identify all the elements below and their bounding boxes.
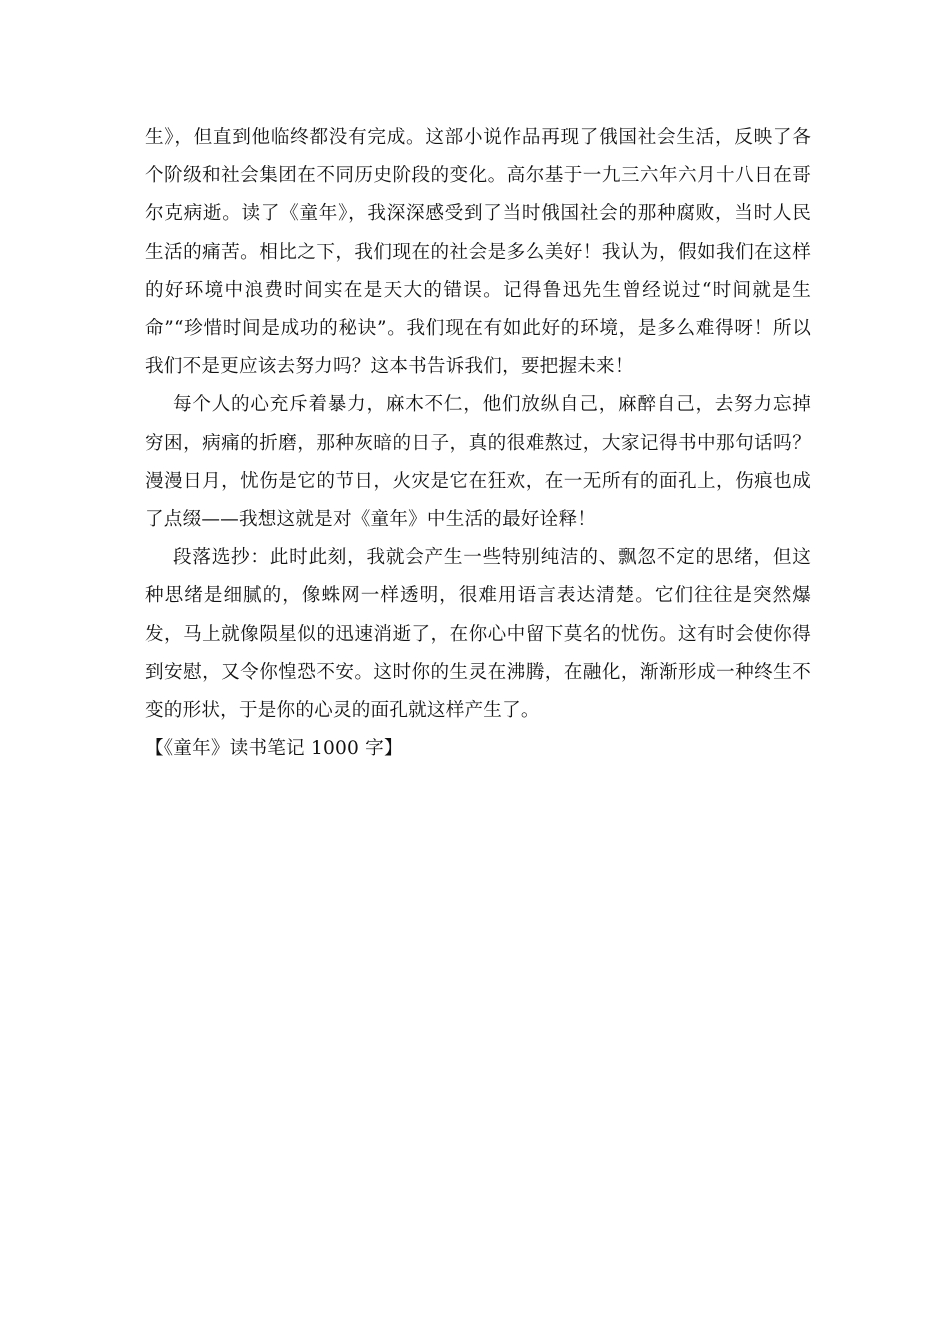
- document-body: [145, 119, 811, 768]
- paragraph-excerpt: 段落选抄：此时此刻，我就会产生一些特别纯洁的、飘忽不定的思绪，但这种思绪是细腻的，像蛛网一样透明，很难用语言表达清楚。它们往往是突然爆发，马上就像陨星似的迅速消逝了，在你心中留下莫名的忧伤。这有时会使你得到安慰，又令你惶恐不安。这时你的生灵在沸腾，在融化，渐渐形成一种终生不变的形状，于是你的心灵的面孔就这样产生了。: [145, 547, 811, 722]
- section-title: 【《童年》读书笔记 1000 字】: [145, 738, 403, 760]
- paragraph-continuation: 生》，但直到他临终都没有完成。这部小说作品再现了俄国社会生活，反映了各个阶级和社会集团在不同历史阶段的变化。高尔基于一九三六年六月十八日在哥尔克病逝。读了《童年》，我深深感受到了当时俄国社会的那种腐败，当时人民生活的痛苦。相比之下，我们现在的社会是多么美好！我认为，假如我们在这样的好环境中浪费时间实在是天大的错误。记得鲁迅先生曾经说过“时间就是生命”“珍惜时间是成功的秘诀”。我们现在有如此好的环境，是多么难得呀！所以我们不是更应该去努力吗？这本书告诉我们，要把握未来！: [145, 127, 811, 378]
- paragraph-violence: 每个人的心充斥着暴力，麻木不仁，他们放纵自己，麻醉自己，去努力忘掉穷困，病痛的折磨，那种灰暗的日子，真的很难熬过，大家记得书中那句话吗？漫漫日月，忧伤是它的节日，火灾是它在狂欢，在一无所有的面孔上，伤痕也成了点缀——我想这就是对《童年》中生活的最好诠释！: [145, 394, 811, 531]
